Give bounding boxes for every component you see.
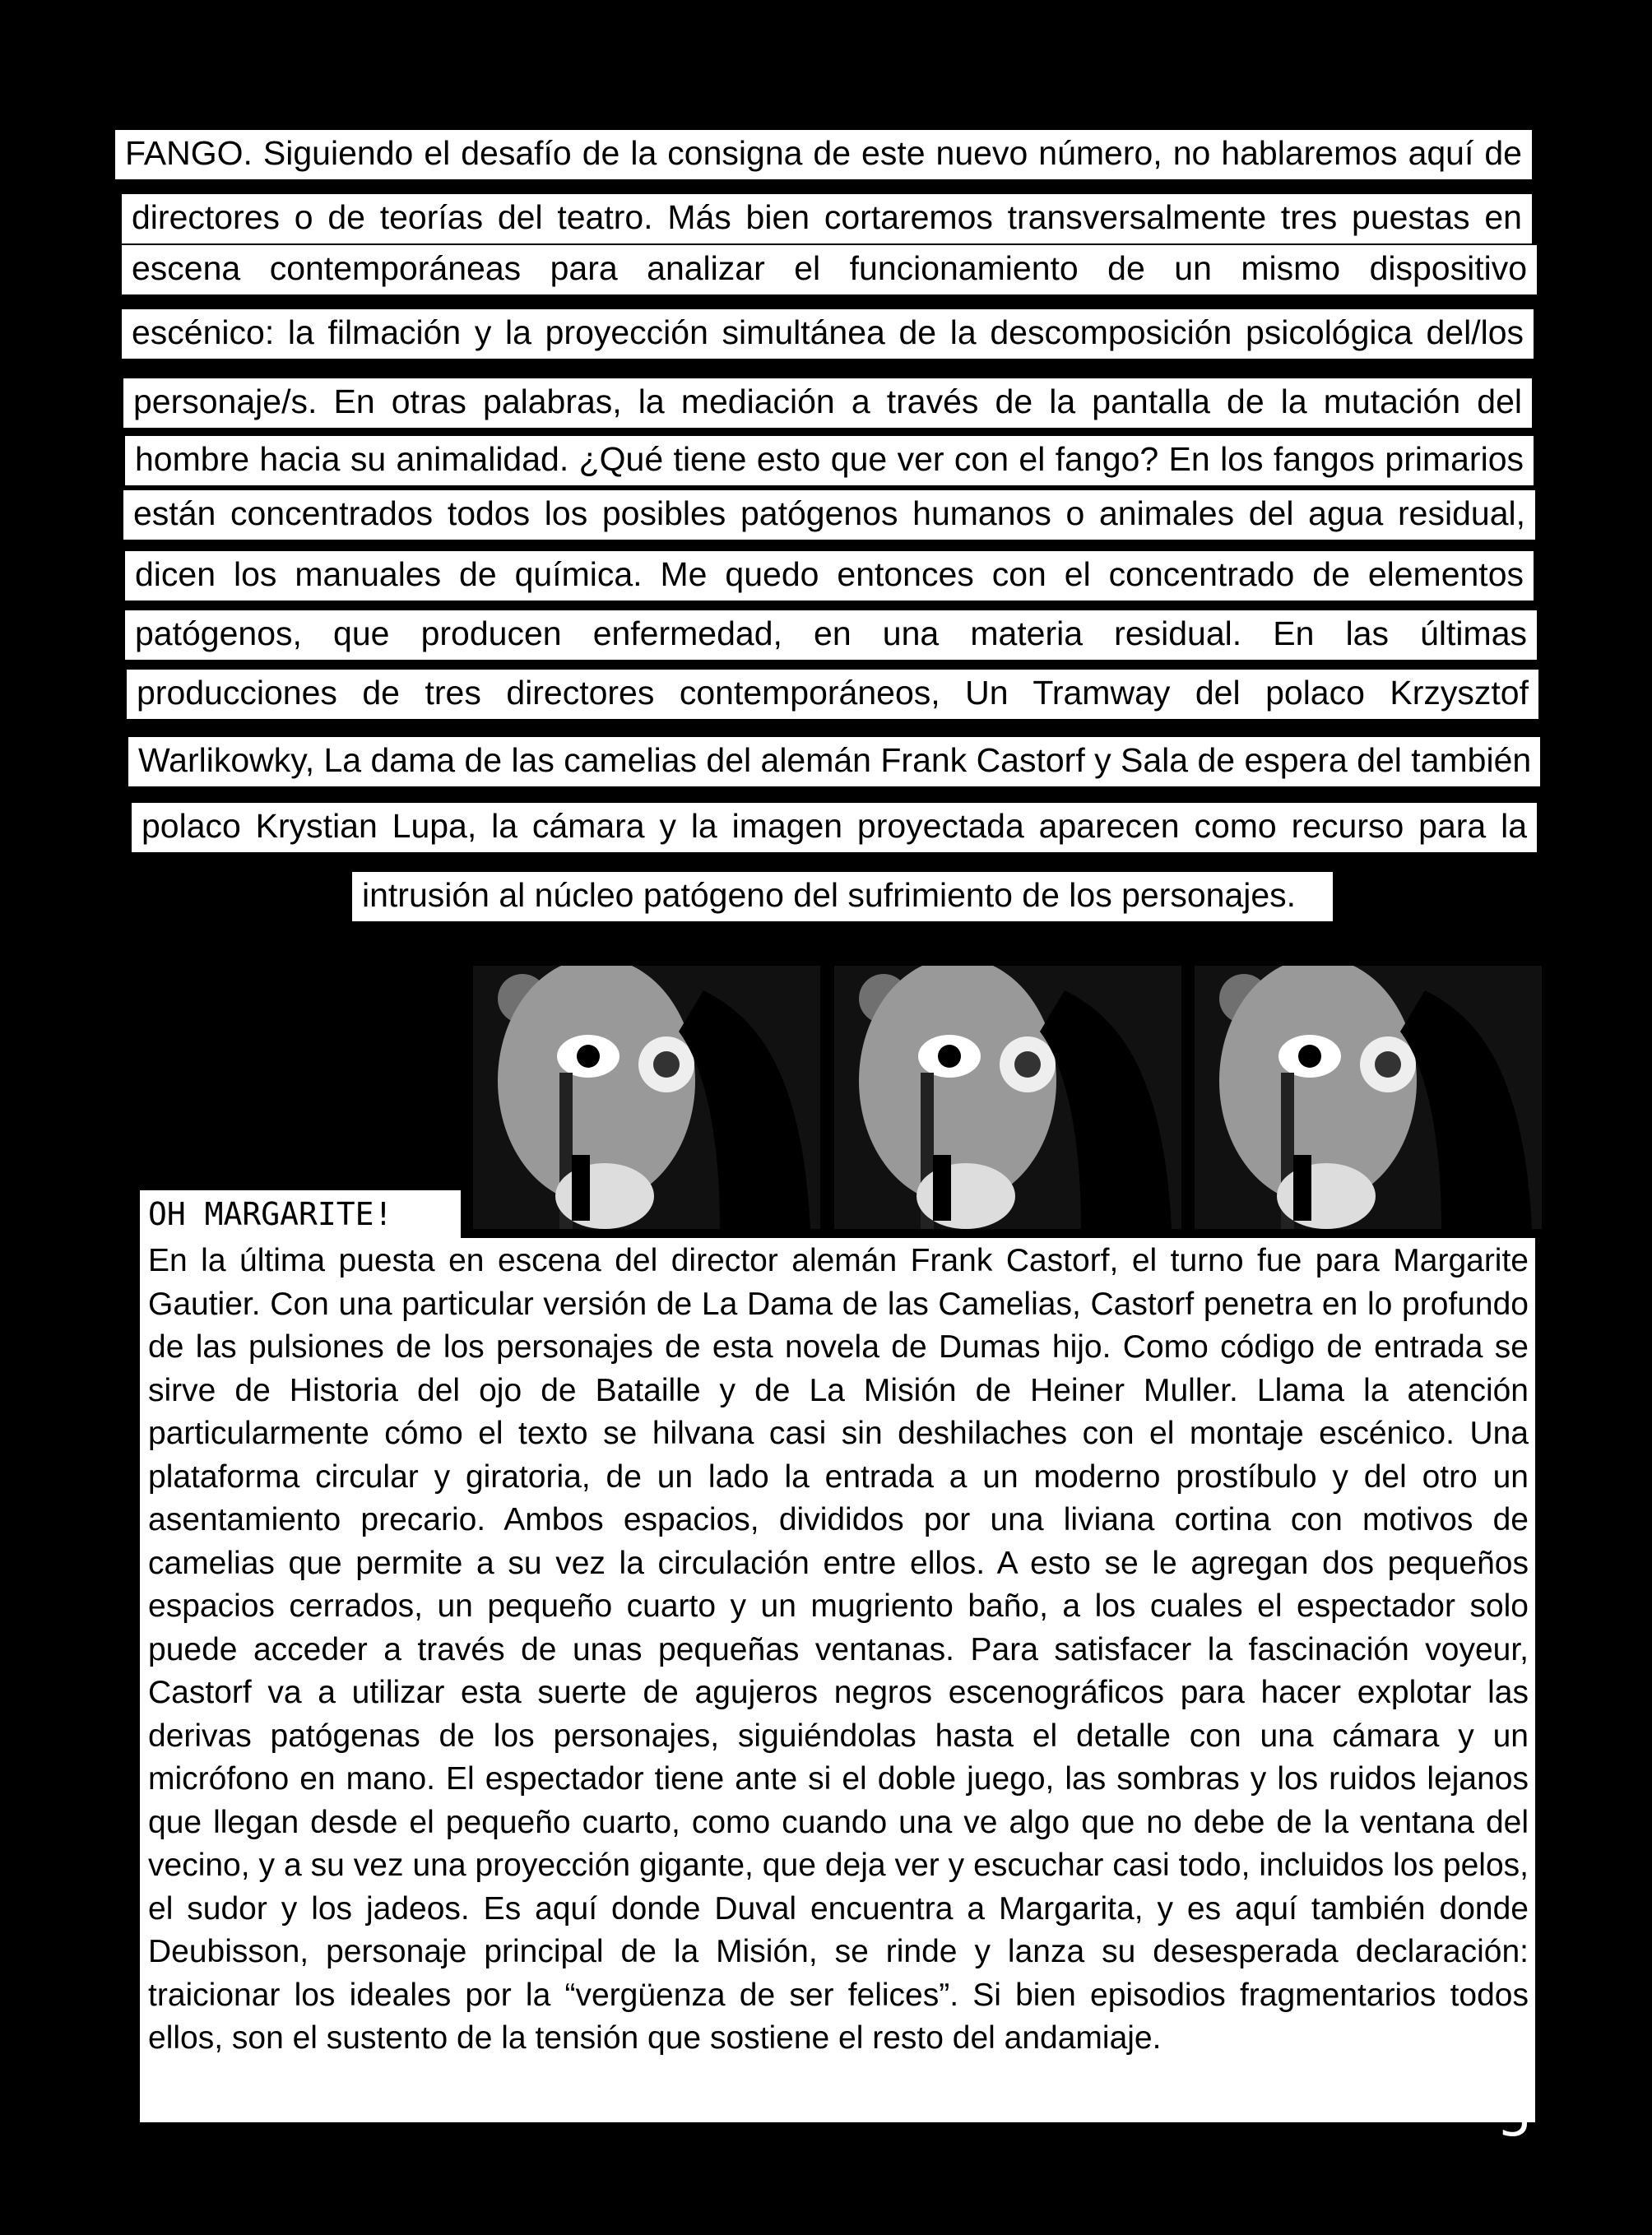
section-heading: OH MARGARITE! bbox=[140, 1190, 461, 1238]
intro-line-9: patógenos, que producen enfermedad, en una materia residual. En las últimas bbox=[125, 610, 1537, 660]
intro-line-1: FANGO. Siguiendo el desafío de la consigna de este nuevo número, no hablaremos aquí de bbox=[115, 130, 1532, 179]
intro-line-2: directores o de teorías del teatro. Más bien cortaremos transversalmente tres puestas en bbox=[122, 194, 1532, 243]
intro-line-4: escénico: la filmación y la proyección simultánea de la descomposición psicológica del/los bbox=[122, 309, 1534, 359]
photo-frame-2 bbox=[834, 966, 1181, 1229]
intro-line-13: intrusión al núcleo patógeno del sufrimiento de los personajes. bbox=[352, 872, 1333, 921]
face-photo-image bbox=[1195, 966, 1542, 1229]
intro-line-6: hombre hacia su animalidad. ¿Qué tiene esto que ver con el fango? En los fangos primarios bbox=[125, 436, 1534, 485]
intro-line-3: escena contemporáneas para analizar el funcionamiento de un mismo dispositivo bbox=[122, 245, 1537, 294]
photo-frame-3 bbox=[1195, 966, 1542, 1229]
intro-line-12: polaco Krystian Lupa, la cámara y la imagen proyectada aparecen como recurso para la bbox=[132, 803, 1537, 852]
photo-frame-1 bbox=[473, 966, 820, 1229]
intro-line-10: producciones de tres directores contemporáneos, Un Tramway del polaco Krzysztof bbox=[127, 670, 1538, 719]
face-photo-image bbox=[834, 966, 1181, 1229]
intro-line-5: personaje/s. En otras palabras, la mediación a través de la pantalla de la mutación del bbox=[123, 378, 1532, 428]
page-number: 5 bbox=[1499, 2088, 1532, 2148]
section-body: En la última puesta en escena del director alemán Frank Castorf, el turno fue para Margarite Gautier. Con una particular versión de La Dama de las Camelias, Castorf penetra en lo profundo de las pulsiones de los personajes de esta novela de Dumas hijo. Como código de entrada se sirve de Historia del ojo de Bataille y de La Misión de Heiner Muller. Llama la atención particularmente cómo el texto se hilvana casi sin deshilaches con el montaje escénico. Una plataforma circular y giratoria, de un lado la entrada a un moderno prostíbulo y del otro un asentamiento precario. Ambos espacios, divididos por una liviana cortina con motivos de camelias que permite a su vez la circulación entre ellos. A esto se le agregan dos pequeños espacios cerrados, un pequeño cuarto y un mugriento baño, a los cuales el espectador solo puede acceder a través de unas pequeñas ventanas. Para satisfacer la fascinación voyeur, Castorf va a utilizar esta suerte de agujeros negros escenográficos para hacer explotar las derivas patógenas de los personajes, siguiéndolas hasta el detalle con una cámara y un micrófono en mano. El espectador tiene ante si el doble juego, las sombras y los ruidos lejanos que llegan desde el pequeño cuarto, como cuando una ve algo que no debe de la ventana del vecino, y a su vez una proyección gigante, que deja ver y escuchar casi todo, incluidos los pelos, el sudor y los jadeos. Es aquí donde Duval encuentra a Margarita, y es aquí también donde Deubisson, personaje principal de la Misión, se rinde y lanza su desesperada declaración: traicionar los ideales por la “vergüenza de ser felices”. Si bien episodios fragmentarios todos ellos, son el sustento de la tensión que sostiene el resto del andamiaje. bbox=[140, 1238, 1535, 2122]
intro-line-7: están concentrados todos los posibles patógenos humanos o animales del agua residual, bbox=[123, 490, 1535, 540]
intro-line-8: dicen los manuales de química. Me quedo entonces con el concentrado de elementos bbox=[125, 551, 1534, 600]
intro-line-11: Warlikowky, La dama de las camelias del alemán Frank Castorf y Sala de espera del también bbox=[128, 737, 1540, 786]
face-photo-image bbox=[473, 966, 820, 1229]
